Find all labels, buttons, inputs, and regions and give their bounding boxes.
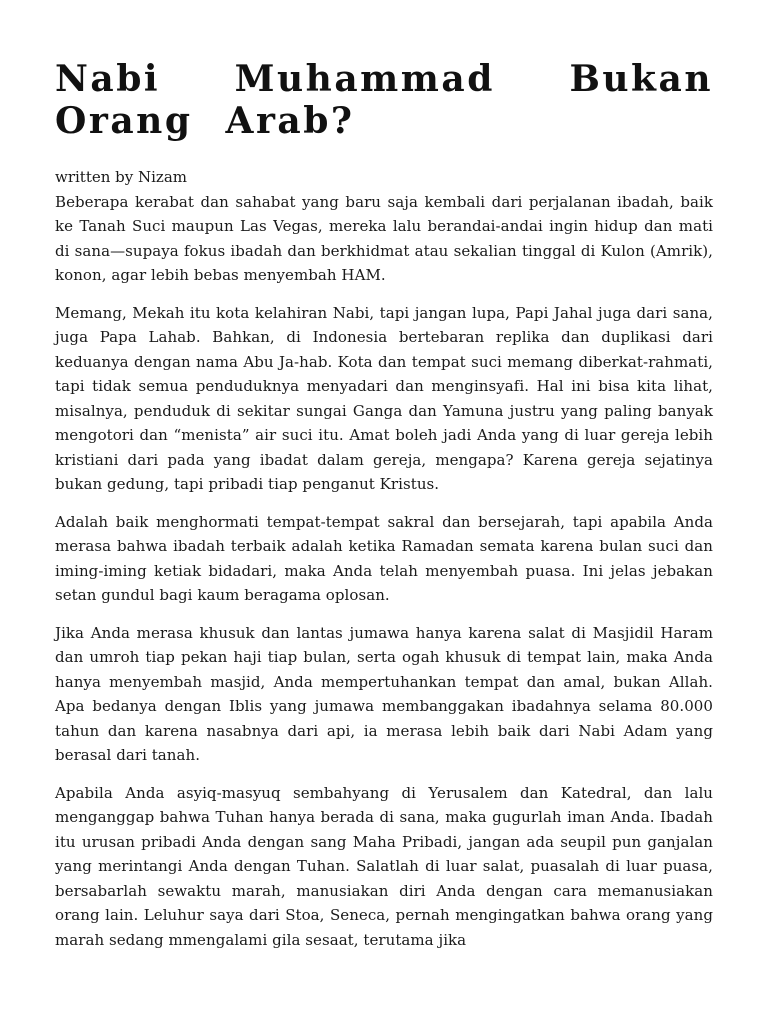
- article: [55, 0, 713, 952]
- article-paragraph: Adalah baik menghormati tempat-tempat sakral dan bersejarah, tapi apabila Anda merasa bahwa ibadah terbaik adalah ketika Ramadan semata karena bulan suci dan iming-iming ketiak bidadari, maka Anda telah menyembah puasa. Ini jelas jebakan setan gundul bagi kaum beragama oplosan.: [55, 512, 713, 604]
- article-title: Nabi Muhammad Bukan Orang Arab?: [55, 58, 713, 142]
- article-paragraph: Memang, Mekah itu kota kelahiran Nabi, tapi jangan lupa, Papi Jahal juga dari sana, juga Papa Lahab. Bahkan, di Indonesia bertebaran replika dan duplikasi dari keduanya dengan nama Abu Ja-hab. Kota dan tempat suci memang diberkat-rahmati, tapi tidak semua penduduknya menyadari dan menginsyafi. Hal ini bisa kita lihat, misalnya, penduduk di sekitar sungai Ganga dan Yamuna justru yang paling banyak mengotori dan “menista” air suci itu. Amat boleh jadi Anda yang di luar gereja lebih kristiani dari pada yang ibadat dalam gereja, mengapa? Karena gereja sejatinya bukan gedung, tapi pribadi tiap penganut Kristus.: [55, 303, 713, 493]
- article-paragraph: Apabila Anda asyiq-masyuq sembahyang di Yerusalem dan Katedral, dan lalu menganggap bahwa Tuhan hanya berada di sana, maka gugurlah iman Anda. Ibadah itu urusan pribadi Anda dengan sang Maha Pribadi, jangan ada seupil pun ganjalan yang merintangi Anda dengan Tuhan. Salatlah di luar salat, puasalah di luar puasa, bersabarlah sewaktu marah, manusiakan diri Anda dengan cara memanusiakan orang lain. Leluhur saya dari Stoa, Seneca, pernah mengingatkan bahwa orang yang marah sedang mmengalami gila sesaat, terutama jika: [55, 783, 713, 949]
- article-byline: written by Nizam: [55, 168, 188, 186]
- article-paragraph: Beberapa kerabat dan sahabat yang baru saja kembali dari perjalanan ibadah, baik ke Tanah Suci maupun Las Vegas, mereka lalu berandai-andai ingin hidup dan mati di sana—supaya fokus ibadah dan berkhidmat atau sekalian tinggal di Kulon (Amrik), konon, agar lebih bebas menyembah HAM.: [55, 192, 713, 284]
- article-paragraph: Jika Anda merasa khusuk dan lantas jumawa hanya karena salat di Masjidil Haram dan umroh tiap pekan haji tiap bulan, serta ogah khusuk di tempat lain, maka Anda hanya menyembah masjid, Anda mempertuhankan tempat dan amal, bukan Allah. Apa bedanya dengan Iblis yang jumawa membanggakan ibadahnya selama 80.000 tahun dan karena nasabnya dari api, ia merasa lebih baik dari Nabi Adam yang berasal dari tanah.: [55, 623, 713, 764]
